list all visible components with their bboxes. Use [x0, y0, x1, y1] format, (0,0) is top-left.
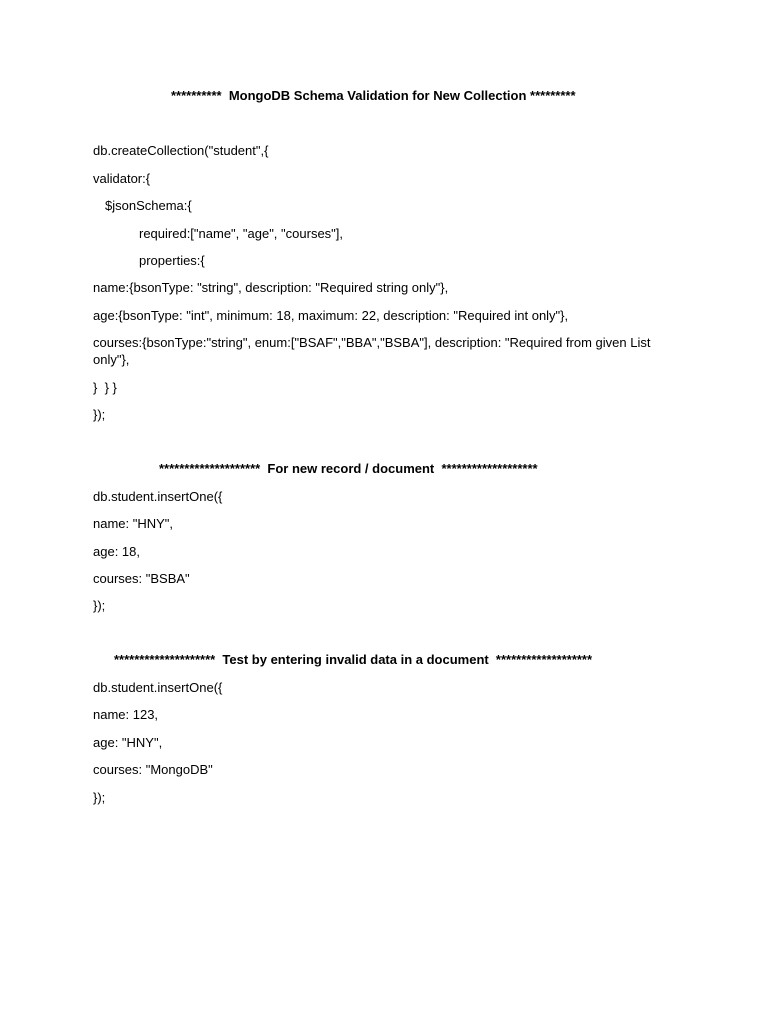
code-line: $jsonSchema:{ — [105, 198, 192, 213]
code-line: age:{bsonType: "int", minimum: 18, maximum: 22, description: "Required int only"}, — [93, 308, 569, 323]
code-line: } } } — [93, 380, 117, 395]
code-line: courses: "BSBA" — [93, 571, 190, 586]
new-record-heading: ******************** For new record / document ******************* — [159, 461, 538, 476]
schema-validation-heading: ********** MongoDB Schema Validation for New Collection ********* — [171, 88, 576, 103]
code-line: validator:{ — [93, 171, 151, 186]
code-line: db.student.insertOne({ — [93, 680, 223, 695]
invalid-data-heading: ******************** Test by entering invalid data in a document ******************* — [114, 652, 593, 667]
code-line: name: 123, — [93, 707, 159, 722]
code-line: properties:{ — [139, 253, 205, 268]
code-line: age: 18, — [93, 544, 140, 559]
code-line: }); — [93, 407, 106, 422]
code-line: courses: "MongoDB" — [93, 762, 213, 777]
code-line: name:{bsonType: "string", description: "Required string only"}, — [93, 280, 449, 295]
code-line: db.createCollection("student",{ — [93, 143, 269, 158]
code-line: db.student.insertOne({ — [93, 489, 223, 504]
code-line: name: "HNY", — [93, 516, 174, 531]
code-line: }); — [93, 790, 106, 805]
code-line: courses:{bsonType:"string", enum:["BSAF","BBA","BSBA"], description: "Required from given List only"}, — [93, 335, 651, 367]
code-line: required:["name", "age", "courses"], — [139, 226, 344, 241]
code-line: age: "HNY", — [93, 735, 163, 750]
code-line: }); — [93, 598, 106, 613]
